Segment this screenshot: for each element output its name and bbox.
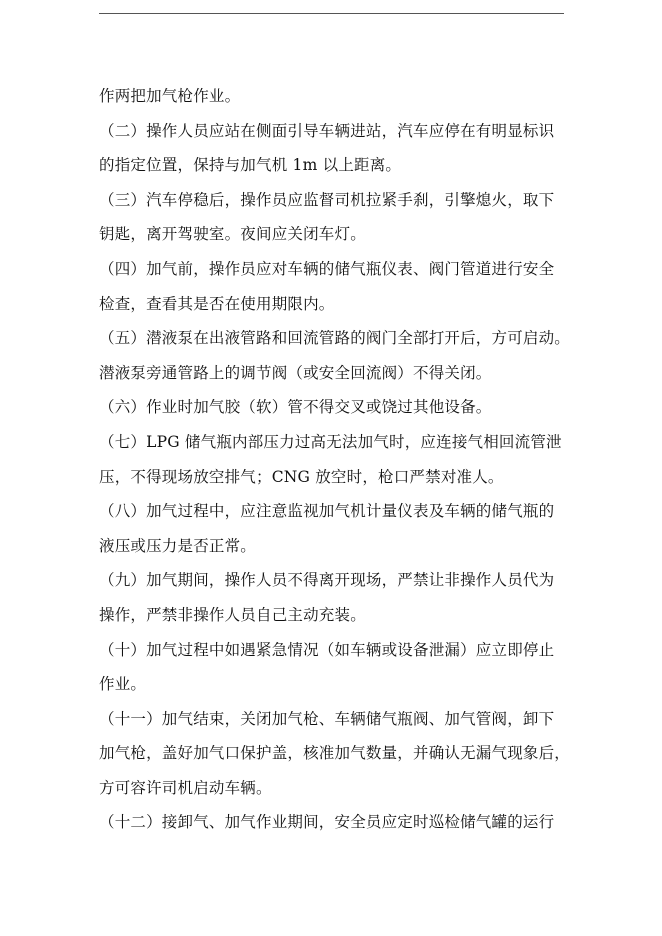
text-line: （四）加气前，操作员应对车辆的储气瓶仪表、阀门管道进行安全 bbox=[99, 259, 555, 278]
text-line: （十一）加气结束，关闭加气枪、车辆储气瓶阀、加气管阀，卸下 bbox=[99, 709, 555, 728]
text-line: 作两把加气枪作业。 bbox=[99, 87, 241, 105]
text-line: 操作，严禁非操作人员自己主动充装。 bbox=[99, 605, 366, 624]
text-line: 潜液泵旁通管路上的调节阀（或安全回流阀）不得关闭。 bbox=[99, 363, 492, 382]
text-line: 压，不得现场放空排气；CNG 放空时，枪口严禁对准人。 bbox=[99, 467, 504, 486]
text-line: （五）潜液泵在出液管路和回流管路的阀门全部打开后，方可启动。 bbox=[99, 329, 571, 348]
text-line: 方可容许司机启动车辆。 bbox=[99, 778, 272, 797]
header-rule bbox=[99, 13, 564, 14]
text-line: （三）汽车停稳后，操作员应监督司机拉紧手刹，引擎熄火，取下 bbox=[99, 190, 555, 209]
text-line: （七）LPG 储气瓶内部压力过高无法加气时，应连接气相回流管泄 bbox=[99, 432, 562, 451]
text-line: （六）作业时加气胶（软）管不得交叉或饶过其他设备。 bbox=[99, 398, 492, 417]
document-body bbox=[99, 84, 569, 845]
text-line: 检查，查看其是否在使用期限内。 bbox=[99, 294, 335, 313]
text-line: （二）操作人员应站在侧面引导车辆进站，汽车应停在有明显标识 bbox=[99, 121, 555, 140]
text-line: 的指定位置，保持与加气机 1m 以上距离。 bbox=[99, 156, 402, 175]
text-line: （八）加气过程中，应注意监视加气机计量仪表及车辆的储气瓶的 bbox=[99, 502, 555, 521]
text-line: 作业。 bbox=[99, 675, 147, 694]
text-line: （十二）接卸气、加气作业期间，安全员应定时巡检储气罐的运行 bbox=[99, 813, 555, 832]
text-line: 钥匙，离开驾驶室。夜间应关闭车灯。 bbox=[99, 225, 366, 244]
text-line: 加气枪，盖好加气口保护盖，核准加气数量，并确认无漏气现象后， bbox=[99, 744, 571, 763]
text-line: （十）加气过程中如遇紧急情况（如车辆或设备泄漏）应立即停止 bbox=[99, 640, 555, 659]
text-line: （九）加气期间，操作人员不得离开现场，严禁让非操作人员代为 bbox=[99, 571, 555, 590]
text-line: 液压或压力是否正常。 bbox=[99, 536, 257, 555]
